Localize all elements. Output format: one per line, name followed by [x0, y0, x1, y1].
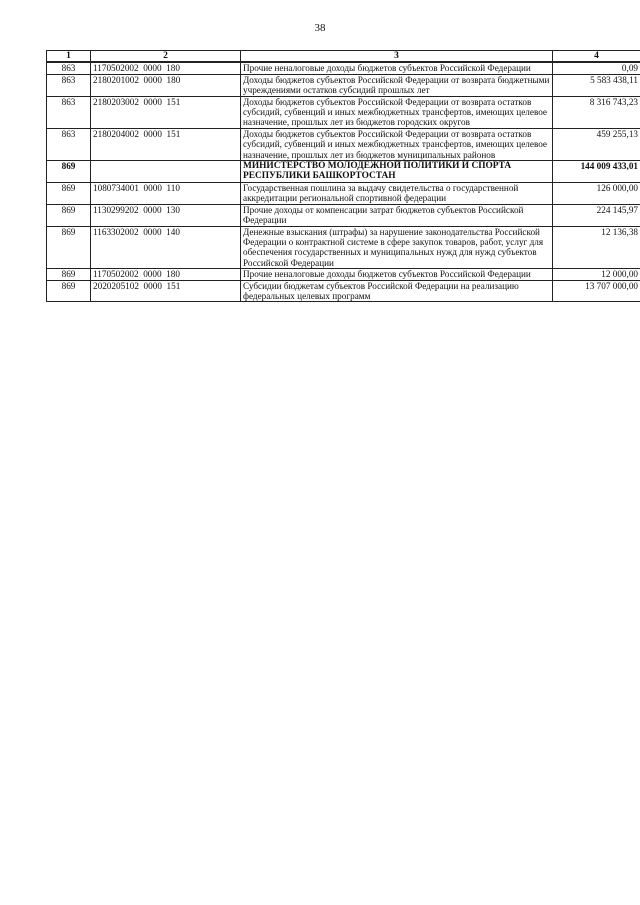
amount-cell: 144 009 433,01: [553, 161, 640, 183]
amount-cell: 126 000,00: [553, 182, 640, 204]
amount-cell: 8 316 743,23: [553, 96, 640, 128]
ministry-total-row: [47, 161, 640, 183]
amount-cell: 12 136,38: [553, 226, 640, 269]
budget-code-cell: 1163302002 0000 140: [91, 226, 241, 269]
revenue-name-cell: Прочие неналоговые доходы бюджетов субъектов Российской Федерации: [241, 269, 553, 280]
table-row: [47, 62, 640, 74]
header-col-4: 4: [553, 51, 640, 63]
table-row: [47, 96, 640, 128]
amount-cell: 459 255,13: [553, 128, 640, 160]
budget-code-cell: 2020205102 0000 151: [91, 280, 241, 302]
admin-code-cell: 869: [47, 226, 91, 269]
amount-cell: 12 000,00: [553, 269, 640, 280]
admin-code-cell: 869: [47, 204, 91, 226]
admin-code-cell: 869: [47, 161, 91, 183]
admin-code-cell: 863: [47, 74, 91, 96]
budget-code-cell: 2180201002 0000 180: [91, 74, 241, 96]
admin-code-cell: 869: [47, 182, 91, 204]
budget-code-cell: 2180204002 0000 151: [91, 128, 241, 160]
header-col-2: 2: [91, 51, 241, 63]
budget-code-cell: 1170502002 0000 180: [91, 269, 241, 280]
revenue-name-cell: Субсидии бюджетам субъектов Российской Федерации на реализацию федеральных целевых программ: [241, 280, 553, 302]
table-header: [47, 51, 640, 63]
amount-cell: 0,09: [553, 62, 640, 74]
amount-cell: 5 583 438,11: [553, 74, 640, 96]
table-row: [47, 182, 640, 204]
admin-code-cell: 863: [47, 62, 91, 74]
revenue-name-cell: Государственная пошлина за выдачу свидетельства о государственной аккредитации региональной спортивной федерации: [241, 182, 553, 204]
amount-cell: 224 145,97: [553, 204, 640, 226]
table-row: [47, 280, 640, 302]
header-row: [47, 51, 640, 63]
budget-code-cell: 1080734001 0000 110: [91, 182, 241, 204]
revenue-name-cell: Прочие неналоговые доходы бюджетов субъектов Российской Федерации: [241, 62, 553, 74]
budget-code-cell: [91, 161, 241, 183]
admin-code-cell: 863: [47, 96, 91, 128]
revenue-name-cell: Прочие доходы от компенсации затрат бюджетов субъектов Российской Федерации: [241, 204, 553, 226]
table-row: [47, 269, 640, 280]
budget-code-cell: 2180203002 0000 151: [91, 96, 241, 128]
revenue-name-cell: Денежные взыскания (штрафы) за нарушение законодательства Российской Федерации о контрактной системе в сфере закупок товаров, работ, услуг для обеспечения государственных и муниципальных нужд для нужд субъектов Российской Федерации: [241, 226, 553, 269]
table-row: [47, 226, 640, 269]
revenue-name-cell: Доходы бюджетов субъектов Российской Федерации от возврата остатков субсидий, субвенций и иных межбюджетных трансфертов, имеющих целевое назначение, прошлых лет из бюджетов муниципальных районов: [241, 128, 553, 160]
header-col-1: 1: [47, 51, 91, 63]
admin-code-cell: 869: [47, 269, 91, 280]
admin-code-cell: 869: [47, 280, 91, 302]
page-number: 38: [314, 22, 326, 34]
revenue-name-cell: Доходы бюджетов субъектов Российской Федерации от возврата бюджетными учреждениями остатков субсидий прошлых лет: [241, 74, 553, 96]
table-body: [47, 62, 640, 301]
revenue-table: [46, 50, 640, 302]
budget-code-cell: 1130299202 0000 130: [91, 204, 241, 226]
revenue-name-cell: Доходы бюджетов субъектов Российской Федерации от возврата остатков субсидий, субвенций и иных межбюджетных трансфертов, имеющих целевое назначение, прошлых лет из бюджетов городских округов: [241, 96, 553, 128]
table-row: [47, 74, 640, 96]
admin-code-cell: 863: [47, 128, 91, 160]
revenue-name-cell: МИНИСТЕРСТВО МОЛОДЕЖНОЙ ПОЛИТИКИ И СПОРТА РЕСПУБЛИКИ БАШКОРТОСТАН: [241, 161, 553, 183]
amount-cell: 13 707 000,00: [553, 280, 640, 302]
budget-code-cell: 1170502002 0000 180: [91, 62, 241, 74]
table-row: [47, 128, 640, 160]
table-row: [47, 204, 640, 226]
header-col-3: 3: [241, 51, 553, 63]
